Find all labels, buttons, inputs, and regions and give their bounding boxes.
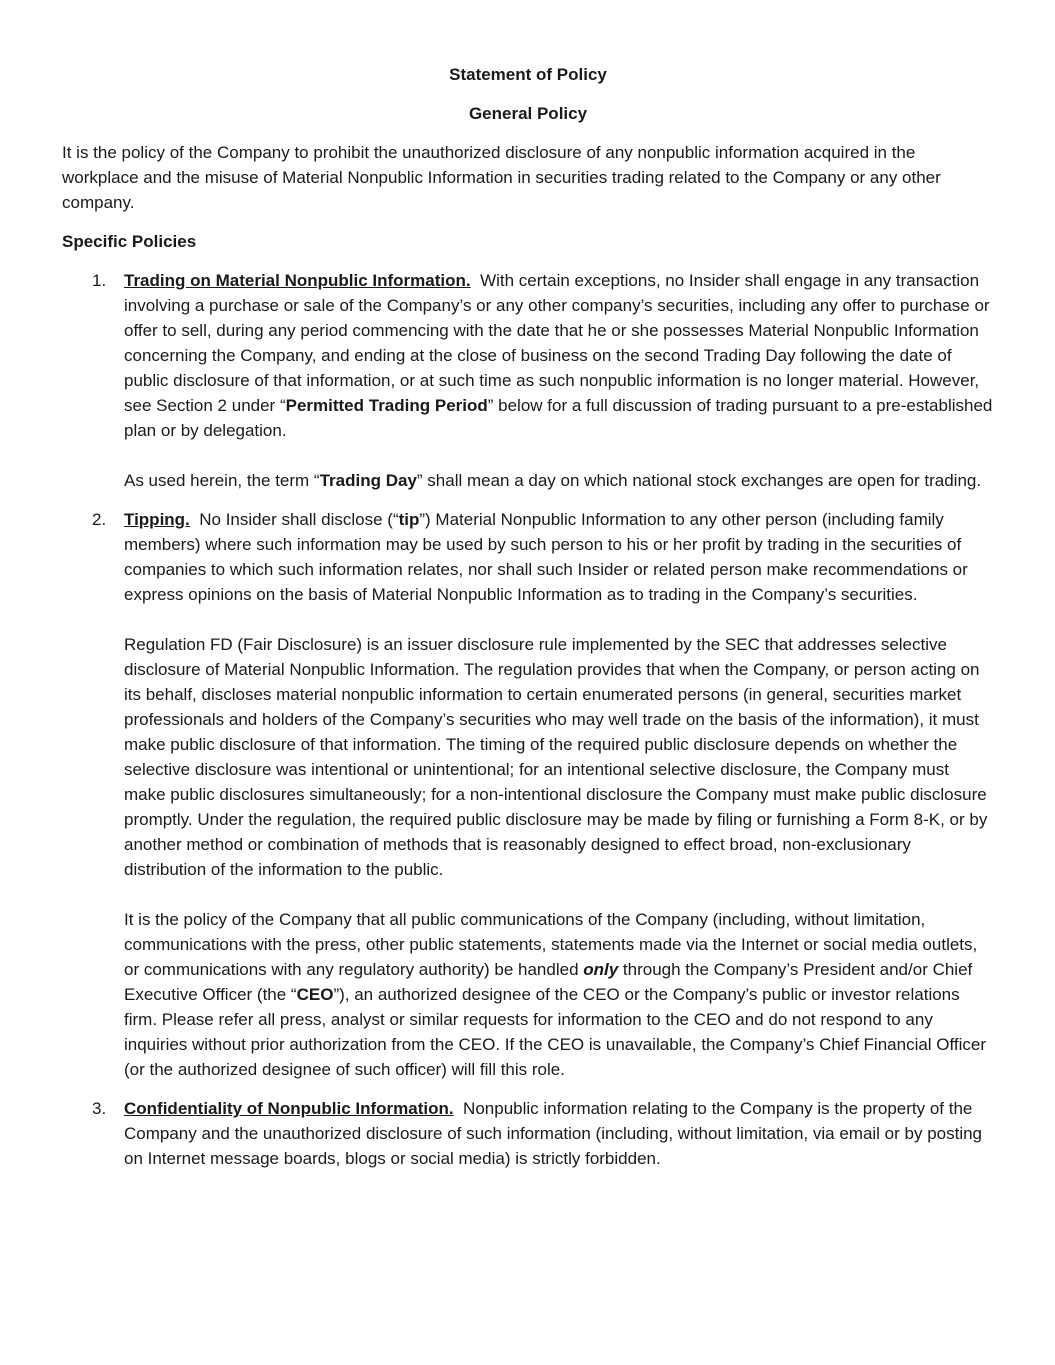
- item-number: 1.: [92, 271, 107, 290]
- defined-term: tip: [398, 510, 420, 529]
- emphasis-text: only: [583, 960, 619, 979]
- item-number: 3.: [92, 1099, 107, 1118]
- item-title: Confidentiality of Nonpublic Information.: [124, 1099, 454, 1118]
- general-policy-heading: General Policy: [468, 104, 588, 123]
- document-page: [62, 62, 994, 1185]
- item-paragraph: [124, 268, 994, 443]
- item-text: It is the policy of the Company that all public communications of the Company (including, without limitation, communications with the press, other public statements, statements made via the Internet or social media outlets, or communications with any regulatory authority) be handled: [124, 910, 978, 979]
- item-text: ”) Material Nonpublic Information to any other person (including family members) where such information may be used by such person to his or her profit by trading in the securities of companies to which such information relates, nor shall such Insider or related person make recommendations or express opinions on the basis of Material Nonpublic Information as to trading in the Company’s securities.: [124, 510, 968, 604]
- page-title: Statement of Policy: [449, 65, 607, 84]
- item-text: As used herein, the term “: [124, 471, 320, 490]
- item-paragraph: [124, 1096, 994, 1171]
- item-text: ” shall mean a day on which national stock exchanges are open for trading.: [416, 471, 982, 490]
- item-text: With certain exceptions, no Insider shall engage in any transaction involving a purchase or sale of the Company’s or any other company’s securities, including any offer to purchase or offer to sell, during any period commencing with the date that he or she possesses Material Nonpublic Information concerning the Company, and ending at the close of business on the second Trading Day following the date of public disclosure of that information, or at such time as such nonpublic information is no longer material. However, see Section 2 under “: [124, 271, 990, 415]
- item-paragraph: Regulation FD (Fair Disclosure) is an issuer disclosure rule implemented by the SEC that addresses selective disclosure of Material Nonpublic Information. The regulation provides that when the Company, or person acting on its behalf, discloses material nonpublic information to certain enumerated persons (in general, securities market professionals and holders of the Company’s securities who may well trade on the basis of the information), it must make public disclosure of that information. The timing of the required public disclosure depends on whether the selective disclosure was intentional or unintentional; for an intentional selective disclosure, the Company must make public disclosures simultaneously; for a non-intentional disclosure the Company must make public disclosure promptly. Under the regulation, the required public disclosure may be made by filing or furnishing a Form 8-K, or by another method or combination of methods that is reasonably designed to effect broad, non-exclusionary distribution of the information to the public.: [124, 635, 988, 879]
- item-paragraph: [124, 907, 994, 1082]
- general-policy-text: It is the policy of the Company to prohibit the unauthorized disclosure of any nonpublic information acquired in the workplace and the misuse of Material Nonpublic Information in securities trading related to the Company or any other company.: [62, 143, 941, 212]
- item-paragraph: [124, 507, 994, 607]
- defined-term: Trading Day: [319, 471, 417, 490]
- item-title: Tipping.: [124, 510, 190, 529]
- policy-item-confidentiality: [62, 1096, 994, 1171]
- item-title: Trading on Material Nonpublic Information.: [124, 271, 471, 290]
- specific-policies-heading: Specific Policies: [62, 232, 197, 251]
- item-text: No Insider shall disclose (“: [199, 510, 399, 529]
- item-paragraph: [124, 468, 994, 493]
- item-number: 2.: [92, 510, 107, 529]
- defined-term: CEO: [296, 985, 334, 1004]
- policy-item-tipping: [62, 507, 994, 1082]
- policy-item-trading: [62, 268, 994, 493]
- item-text: ”), an authorized designee of the CEO or the Company’s public or investor relations firm. Please refer all press, analyst or similar requests for information to the CEO and do not respond to any inquiries without prior authorization from the CEO. If the CEO is unavailable, the Company’s Chief Financial Officer (or the authorized designee of such officer) will fill this role.: [124, 985, 987, 1079]
- item-text: through the Company’s President and/or Chief Executive Officer (the “: [124, 960, 973, 1004]
- defined-term: Permitted Trading Period: [285, 396, 488, 415]
- item-text: ” below for a full discussion of trading pursuant to a pre-established plan or by delegation.: [124, 396, 993, 440]
- item-text: Nonpublic information relating to the Company is the property of the Company and the unauthorized disclosure of such information (including, without limitation, via email or by posting on Internet message boards, blogs or social media) is strictly forbidden.: [124, 1099, 983, 1168]
